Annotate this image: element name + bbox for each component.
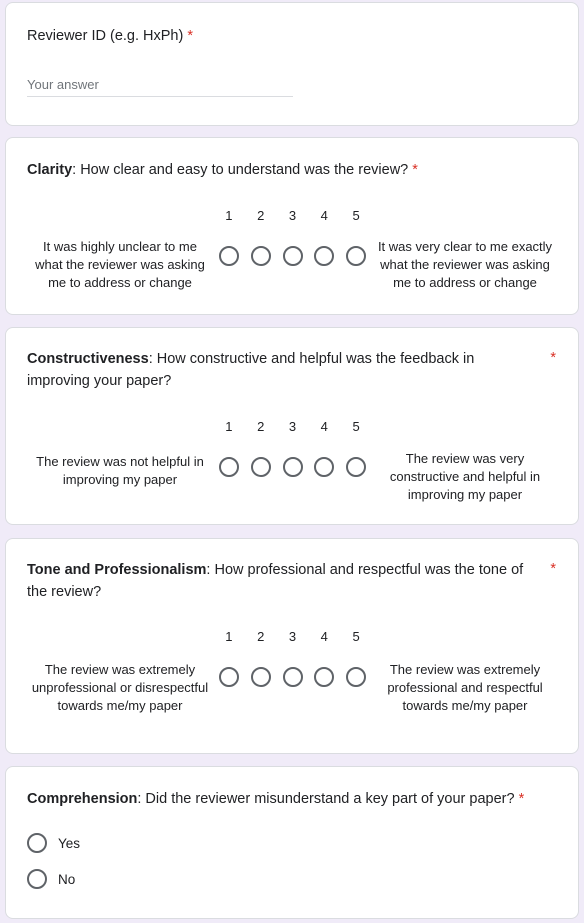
constructiveness-radio-2[interactable] [251,457,271,477]
tone-scale-radios [219,667,379,687]
constructiveness-title-bold: Constructiveness [27,351,149,367]
tone-low-label: The review was extremely unprofessional or disrespectful towards me/my paper [31,662,209,713]
reviewer-id-card [5,2,579,126]
clarity-low-label: It was highly unclear to me what the reviewer was asking me to address or change [35,239,205,290]
tone-question-title [27,559,537,603]
required-mark: * [187,28,193,44]
scale-number-1: 1 [225,208,233,223]
clarity-radio-1[interactable] [219,246,239,266]
scale-number-4: 4 [320,208,328,223]
tone-high-label: The review was extremely professional and respectful towards me/my paper [387,662,543,713]
constructiveness-scale-radios [219,457,379,477]
scale-number-2: 2 [257,419,265,434]
comprehension-title-bold: Comprehension [27,791,138,807]
scale-number-5: 5 [352,208,360,223]
clarity-card [5,137,579,315]
comprehension-card [5,766,579,919]
required-mark: * [550,350,556,366]
clarity-scale-radios [219,246,379,266]
scale-number-4: 4 [320,629,328,644]
reviewer-id-label: Reviewer ID (e.g. HxPh) [27,28,184,44]
clarity-radio-4[interactable] [314,246,334,266]
reviewer-id-input[interactable] [27,73,293,97]
tone-title-text: : How professional and respectful was the tone of the review? [27,562,524,600]
tone-radio-5[interactable] [346,667,366,687]
choice-no[interactable] [27,869,75,889]
scale-number-1: 1 [225,419,233,434]
scale-number-4: 4 [320,419,328,434]
comprehension-title-text: : Did the reviewer misunderstand a key part of your paper? [137,791,515,807]
constructiveness-title-text: : How constructive and helpful was the feedback in improving your paper? [27,351,475,389]
constructiveness-radio-3[interactable] [283,457,303,477]
clarity-title-text: : How clear and easy to understand was the review? [72,162,409,178]
tone-radio-3[interactable] [283,667,303,687]
constructiveness-radio-5[interactable] [346,457,366,477]
clarity-question-title [27,159,418,181]
choice-yes-label: Yes [58,835,81,851]
tone-scale-numbers [213,629,373,644]
scale-number-3: 3 [288,629,297,644]
choice-yes[interactable] [27,833,80,853]
scale-number-5: 5 [352,629,360,644]
comprehension-question-title [27,788,524,810]
scale-number-2: 2 [257,629,265,644]
yes-radio[interactable] [27,833,47,853]
constructiveness-radio-1[interactable] [219,457,239,477]
no-radio[interactable] [27,869,47,889]
scale-number-2: 2 [257,208,265,223]
tone-radio-1[interactable] [219,667,239,687]
scale-number-5: 5 [352,419,360,434]
scale-number-1: 1 [225,629,233,644]
tone-radio-4[interactable] [314,667,334,687]
scale-number-3: 3 [288,208,297,223]
constructiveness-scale-numbers [213,419,373,434]
tone-radio-2[interactable] [251,667,271,687]
constructiveness-radio-4[interactable] [314,457,334,477]
constructiveness-high-label: The review was very constructive and helpful in improving my paper [389,451,541,502]
clarity-radio-2[interactable] [251,246,271,266]
required-mark: * [518,791,525,807]
clarity-high-label: It was very clear to me exactly what the reviewer was asking me to address or change [377,239,553,290]
constructiveness-question-title [27,348,537,392]
constructiveness-low-label: The review was not helpful in improving my paper [36,454,204,487]
reviewer-id-question-title [27,25,193,47]
clarity-scale-numbers [213,208,373,223]
tone-title-bold: Tone and Professionalism [27,562,207,578]
clarity-radio-3[interactable] [283,246,303,266]
clarity-title-bold: Clarity [27,162,73,178]
scale-number-3: 3 [288,419,297,434]
required-mark: * [412,162,418,178]
constructiveness-card [5,327,579,525]
choice-no-label: No [58,871,76,887]
tone-card [5,538,579,754]
required-mark: * [550,561,556,577]
clarity-radio-5[interactable] [346,246,366,266]
